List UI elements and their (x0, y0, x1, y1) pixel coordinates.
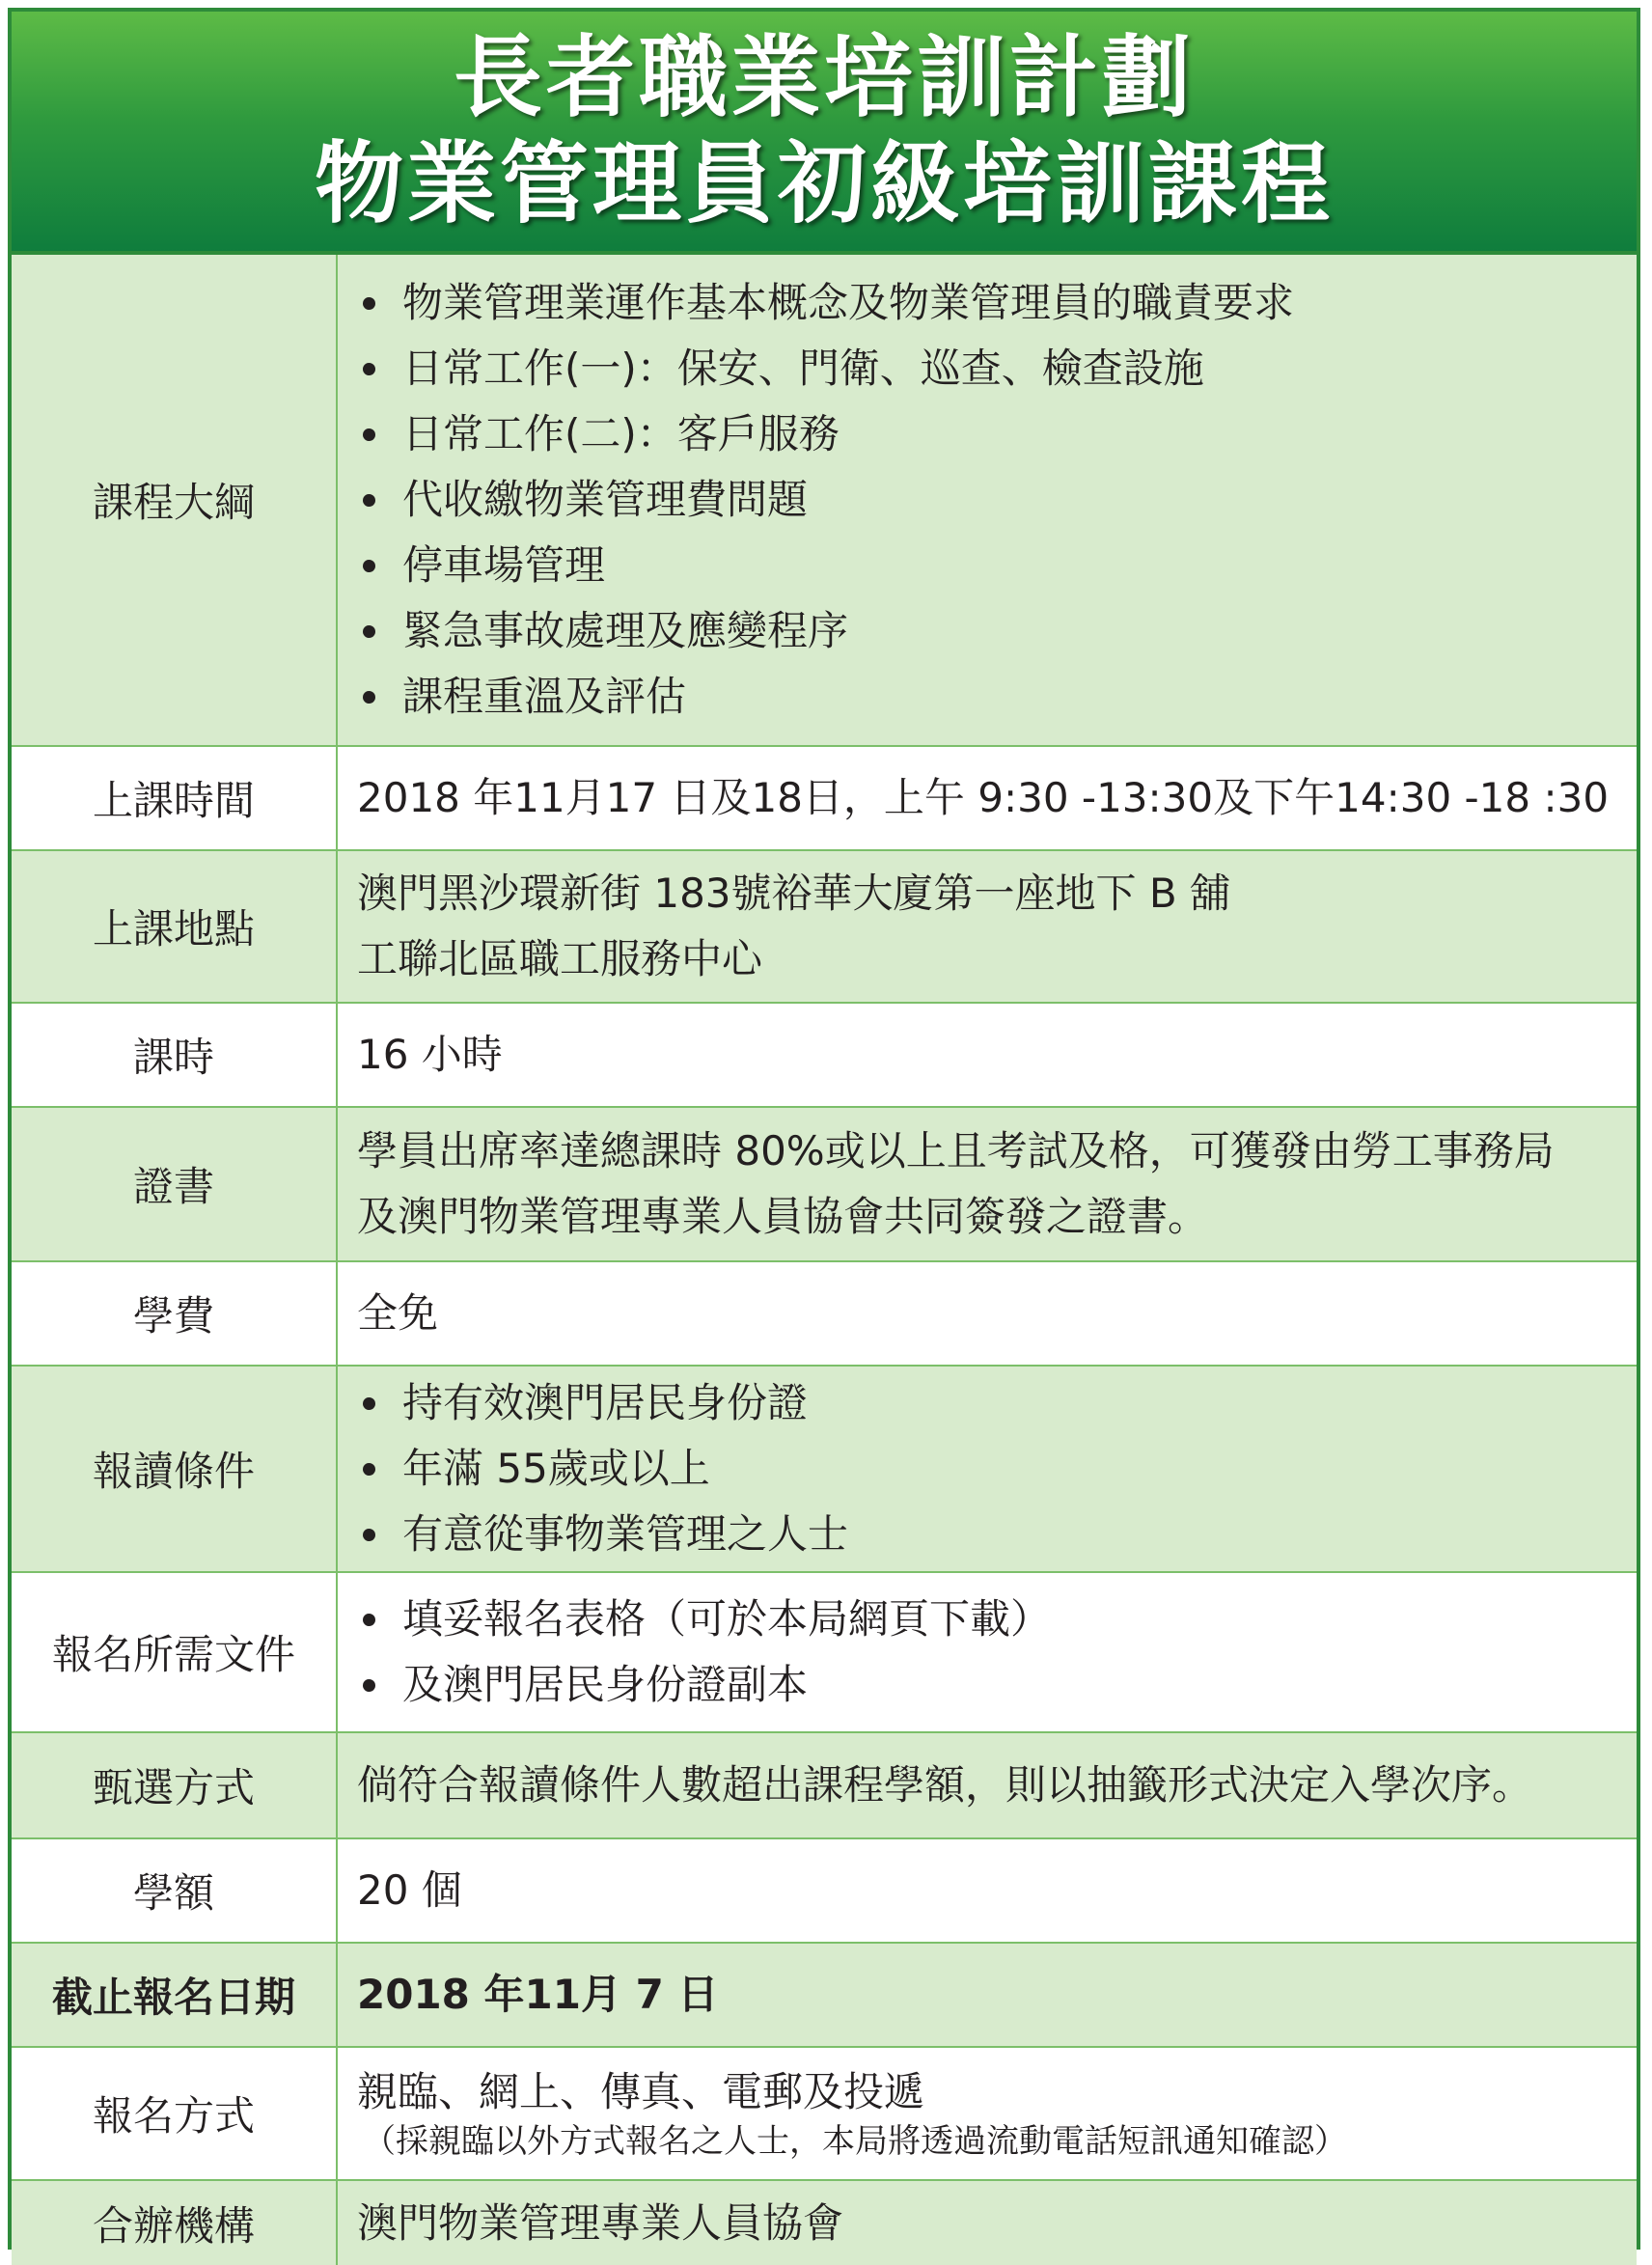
method-label: 報名方式 (12, 2048, 338, 2179)
schedule-value: 2018 年11月17 日及18日，上午 9:30 -13:30及下午14:30 -18 :30 (357, 774, 1610, 821)
coorganizer-label: 合辦機構 (12, 2181, 338, 2265)
bullet-icon (363, 1614, 375, 1626)
deadline-value: 2018 年11月 7 日 (357, 1971, 719, 2018)
bullet-icon (363, 625, 375, 638)
bullet-icon (363, 1397, 375, 1410)
fee-value: 全免 (357, 1289, 439, 1337)
list-item: 物業管理業運作基本概念及物業管理員的職責要求 (357, 270, 1617, 336)
method-note: （採親臨以外方式報名之人士，本局將透過流動電話短訊通知確認） (363, 2122, 1347, 2161)
row-certificate (12, 1108, 1637, 1262)
list-item: 代收繳物業管理費問題 (357, 467, 1617, 533)
requirements-list (357, 1370, 1617, 1567)
certificate-line-1: 學員出席率達總課時 80%或以上且考試及格，可獲發由勞工事務局 (357, 1127, 1555, 1174)
list-item: 課程重溫及評估 (357, 664, 1617, 730)
course-title: 物業管理員初級培訓課程 (314, 132, 1334, 235)
row-hours (12, 1004, 1637, 1108)
bullet-icon (363, 1679, 375, 1692)
hours-value: 16 小時 (357, 1031, 503, 1078)
method-value (338, 2048, 1637, 2179)
info-table (12, 255, 1637, 2265)
fee-label: 學費 (12, 1262, 338, 1365)
row-method (12, 2048, 1637, 2181)
location-value (338, 851, 1637, 1002)
list-item: 緊急事故處理及應變程序 (357, 598, 1617, 664)
row-location (12, 851, 1637, 1004)
list-item: 有意從事物業管理之人士 (357, 1502, 1617, 1567)
documents-label: 報名所需文件 (12, 1573, 338, 1731)
list-item: 年滿 55歲或以上 (357, 1436, 1617, 1502)
list-item: 日常工作(二)：客戶服務 (357, 401, 1617, 467)
certificate-line-2: 及澳門物業管理專業人員協會共同簽發之證書。 (357, 1193, 1209, 1240)
row-documents (12, 1573, 1637, 1733)
documents-list (357, 1587, 1617, 1718)
list-item: 停車場管理 (357, 533, 1617, 598)
requirements-label: 報讀條件 (12, 1367, 338, 1571)
row-outline (12, 255, 1637, 747)
certificate-label: 證書 (12, 1108, 338, 1260)
bullet-icon (363, 560, 375, 572)
bullet-icon (363, 691, 375, 704)
quota-value: 20 個 (357, 1866, 462, 1914)
row-selection (12, 1733, 1637, 1839)
selection-value: 倘符合報讀條件人數超出課程學額，則以抽籤形式決定入學次序。 (357, 1761, 1533, 1809)
row-deadline (12, 1944, 1637, 2048)
location-address: 澳門黑沙環新街 183號裕華大廈第一座地下 B 舖 (357, 870, 1231, 917)
row-schedule (12, 747, 1637, 851)
outline-label: 課程大綱 (12, 255, 338, 745)
schedule-label: 上課時間 (12, 747, 338, 849)
list-item: 及澳門居民身份證副本 (357, 1652, 1617, 1718)
outline-value (338, 255, 1637, 745)
deadline-label: 截止報名日期 (12, 1944, 338, 2046)
bullet-icon (363, 363, 375, 375)
list-item: 填妥報名表格（可於本局網頁下載） (357, 1587, 1617, 1652)
method-channels: 親臨、網上、傳真、電郵及投遞 (357, 2068, 925, 2115)
bullet-icon (363, 297, 375, 310)
selection-label: 甄選方式 (12, 1733, 338, 1837)
coorganizer-value: 澳門物業管理專業人員協會 (357, 2198, 844, 2247)
location-center: 工聯北區職工服務中心 (357, 935, 763, 982)
location-label: 上課地點 (12, 851, 338, 1002)
title-banner (12, 12, 1637, 255)
row-fee (12, 1262, 1637, 1367)
program-title: 長者職業培訓計劃 (453, 26, 1195, 129)
documents-value (338, 1573, 1637, 1731)
bullet-icon (363, 1529, 375, 1541)
quota-label: 學額 (12, 1839, 338, 1942)
list-item: 持有效澳門居民身份證 (357, 1370, 1617, 1436)
row-requirements (12, 1367, 1637, 1573)
bullet-icon (363, 1463, 375, 1476)
bullet-icon (363, 494, 375, 507)
row-coorganizer (12, 2181, 1637, 2265)
row-quota (12, 1839, 1637, 1944)
bullet-icon (363, 428, 375, 441)
hours-label: 課時 (12, 1004, 338, 1106)
course-info-sheet (8, 8, 1640, 2250)
outline-list (357, 270, 1617, 730)
certificate-value (338, 1108, 1637, 1260)
requirements-value (338, 1367, 1637, 1571)
list-item: 日常工作(一)：保安、門衛、巡查、檢查設施 (357, 336, 1617, 401)
